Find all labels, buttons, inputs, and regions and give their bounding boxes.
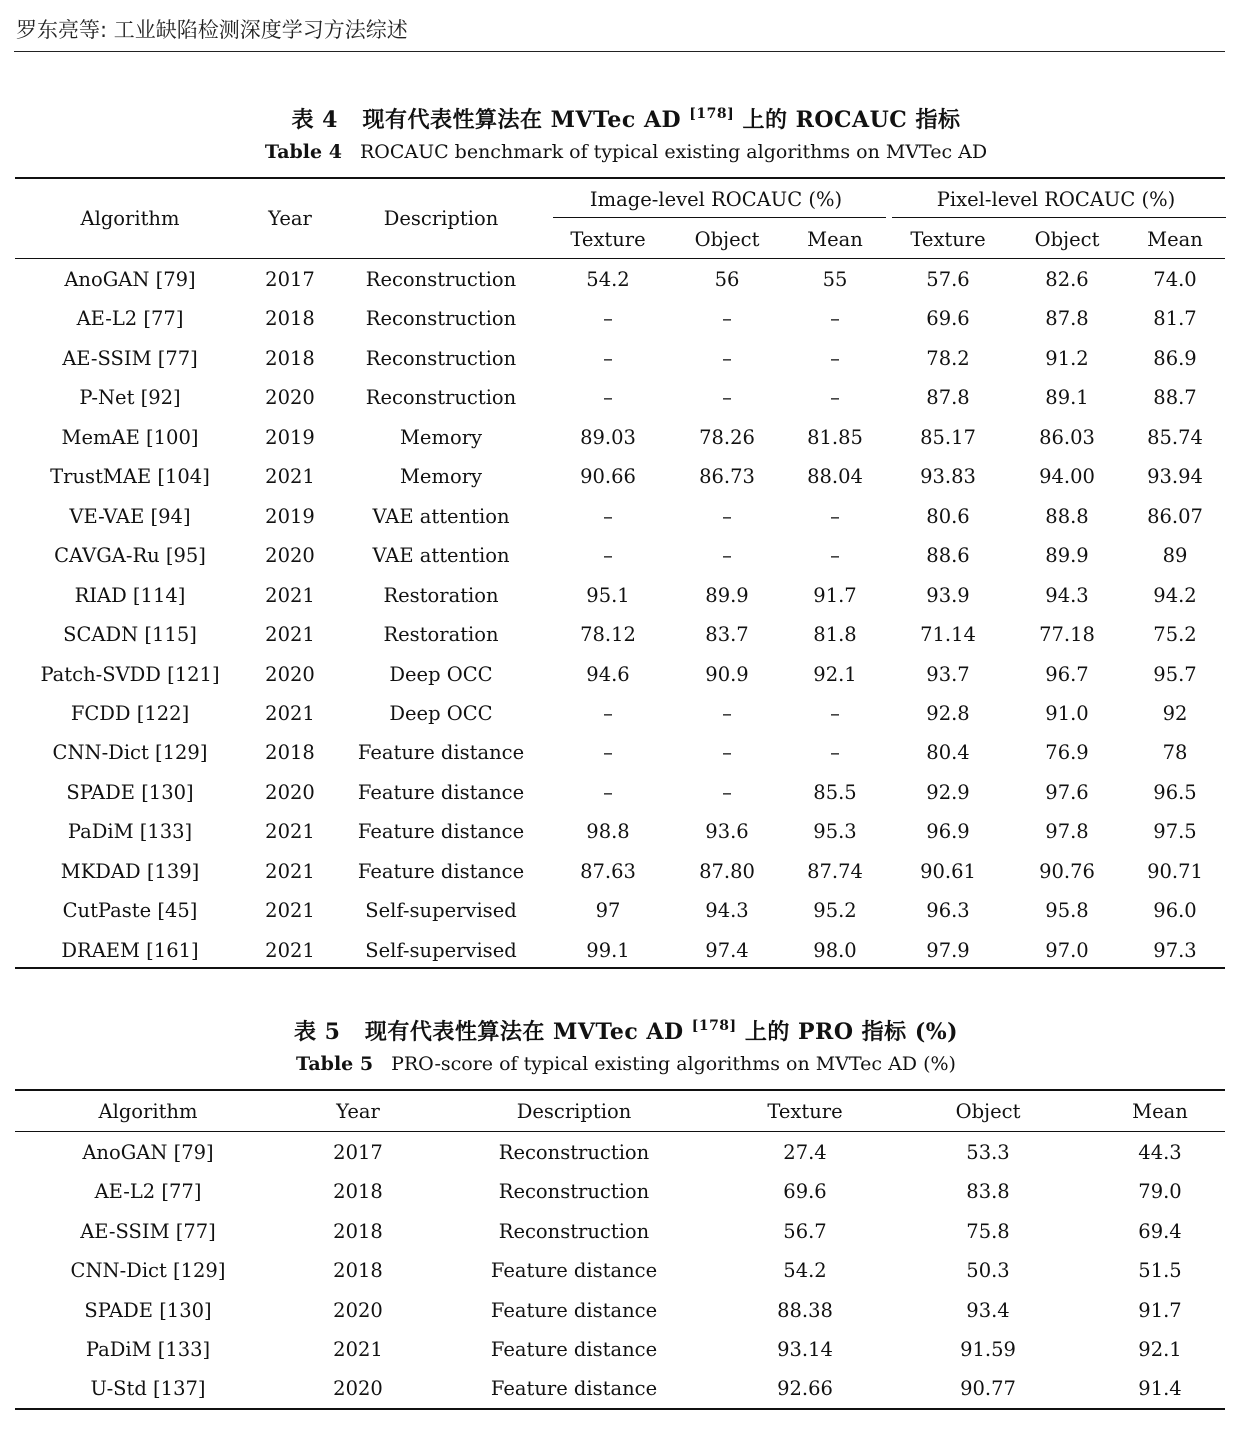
t4-cell-algorithm: P-Net [92] <box>79 386 181 410</box>
t4-cell-year: 2020 <box>265 386 315 410</box>
t4-cell-description: Reconstruction <box>365 307 517 331</box>
t4-cell-image-texture: – <box>603 701 613 725</box>
t5-header-object: Object <box>955 1100 1021 1123</box>
t4-cell-description: Memory <box>399 425 483 449</box>
t4-cell-pixel-texture: 93.83 <box>920 465 976 489</box>
t4-cell-image-mean: – <box>830 386 840 410</box>
t4-header-algorithm: Algorithm <box>80 207 180 230</box>
t4-cell-pixel-object: 82.6 <box>1045 268 1089 291</box>
t4-cell-image-texture: 97 <box>595 899 621 923</box>
t4-cell-description: VAE attention <box>372 504 510 528</box>
table4-pixel-group-rule <box>892 217 1226 218</box>
t4-cell-image-mean: 81.85 <box>807 425 863 449</box>
t4-cell-image-mean: – <box>830 741 840 765</box>
t4-header-pixel-level: Pixel-level ROCAUC (%) <box>936 188 1176 211</box>
t4-cell-year: 2020 <box>265 780 315 804</box>
t4-cell-image-object: 78.26 <box>699 425 755 449</box>
t4-cell-pixel-mean: 78 <box>1162 741 1188 765</box>
t4-cell-pixel-texture: 80.6 <box>926 504 970 528</box>
t4-cell-description: Self-supervised <box>365 938 517 962</box>
t5-cell-mean: 69.4 <box>1138 1219 1182 1243</box>
table5-bottom-rule <box>15 1408 1225 1410</box>
t4-cell-year: 2021 <box>265 701 315 725</box>
table4-header-rule <box>15 258 1225 259</box>
t4-cell-pixel-mean: 75.2 <box>1153 623 1197 647</box>
t4-cell-algorithm: AnoGAN [79] <box>64 268 196 291</box>
t5-cell-texture: 88.38 <box>777 1298 833 1322</box>
t5-cell-year: 2018 <box>333 1259 383 1283</box>
t4-cell-image-texture: 90.66 <box>580 465 636 489</box>
t4-cell-description: Reconstruction <box>365 386 517 410</box>
t5-cell-mean: 91.7 <box>1138 1298 1182 1322</box>
t4-header-pixel-object: Object <box>1034 228 1100 251</box>
table5-top-rule <box>15 1089 1225 1091</box>
t4-cell-pixel-mean: 97.5 <box>1153 820 1197 844</box>
t4-cell-pixel-object: 86.03 <box>1039 425 1095 449</box>
t4-cell-description: Reconstruction <box>365 268 517 291</box>
t5-cell-texture: 92.66 <box>777 1377 833 1401</box>
t4-cell-algorithm: CAVGA-Ru [95] <box>54 544 206 568</box>
t4-cell-image-mean: – <box>830 544 840 568</box>
t4-cell-year: 2018 <box>265 346 315 370</box>
t4-cell-pixel-texture: 80.4 <box>926 741 970 765</box>
t5-cell-description: Feature distance <box>490 1298 658 1322</box>
t4-cell-algorithm: SPADE [130] <box>66 780 194 804</box>
t4-cell-image-mean: 91.7 <box>813 583 857 607</box>
table4-caption-cn <box>0 103 1252 134</box>
t4-header-pixel-mean: Mean <box>1147 228 1203 251</box>
t4-cell-image-object: 89.9 <box>705 583 749 607</box>
t4-cell-pixel-mean: 95.7 <box>1153 662 1197 686</box>
t4-cell-pixel-object: 87.8 <box>1045 307 1089 331</box>
t4-cell-pixel-object: 97.6 <box>1045 780 1089 804</box>
t5-cell-year: 2021 <box>333 1338 383 1361</box>
t4-cell-image-texture: – <box>603 504 613 528</box>
t4-cell-image-object: 56 <box>714 268 740 291</box>
t4-cell-pixel-texture: 92.9 <box>926 780 970 804</box>
t4-cell-image-texture: 89.03 <box>580 425 636 449</box>
t4-cell-pixel-mean: 92 <box>1162 701 1188 725</box>
t4-cell-image-object: 83.7 <box>705 623 749 647</box>
t4-cell-image-texture: 94.6 <box>586 662 630 686</box>
t4-cell-year: 2021 <box>265 623 315 647</box>
t5-header-algorithm: Algorithm <box>98 1100 198 1123</box>
t4-cell-image-object: 94.3 <box>705 899 749 923</box>
t4-cell-image-texture: 99.1 <box>586 938 630 962</box>
t5-cell-description: Feature distance <box>490 1377 658 1401</box>
t4-header-image-object: Object <box>694 228 760 251</box>
t5-header-mean: Mean <box>1132 1100 1188 1123</box>
t5-cell-year: 2018 <box>333 1180 383 1204</box>
t4-cell-algorithm: CNN-Dict [129] <box>52 741 208 765</box>
t4-cell-year: 2021 <box>265 820 315 844</box>
t4-cell-algorithm: RIAD [114] <box>74 583 186 607</box>
t4-cell-description: Deep OCC <box>389 701 493 725</box>
t4-cell-pixel-texture: 57.6 <box>926 268 970 291</box>
t4-cell-pixel-texture: 90.61 <box>920 859 976 883</box>
t5-cell-texture: 54.2 <box>783 1259 827 1283</box>
t4-cell-image-texture: 98.8 <box>586 820 630 844</box>
t4-header-pixel-texture: Texture <box>910 228 986 251</box>
t4-cell-pixel-texture: 93.9 <box>926 583 970 607</box>
t5-cell-description: Reconstruction <box>498 1141 650 1164</box>
t4-cell-algorithm: FCDD [122] <box>70 701 190 725</box>
t5-cell-object: 90.77 <box>960 1377 1016 1401</box>
table5-caption-cn <box>0 1015 1252 1046</box>
t4-cell-algorithm: CutPaste [45] <box>62 899 198 923</box>
t4-header-image-mean: Mean <box>807 228 863 251</box>
t4-cell-image-mean: 92.1 <box>813 662 857 686</box>
running-head: 罗东亮等: 工业缺陷检测深度学习方法综述 <box>16 18 408 42</box>
t4-cell-pixel-texture: 88.6 <box>926 544 970 568</box>
t4-cell-image-texture: – <box>603 386 613 410</box>
t5-cell-algorithm: U-Std [137] <box>90 1377 206 1401</box>
t4-cell-image-texture: – <box>603 346 613 370</box>
t4-cell-image-mean: 85.5 <box>813 780 857 804</box>
t4-cell-description: Restoration <box>383 623 499 647</box>
t4-cell-image-mean: – <box>830 346 840 370</box>
t4-cell-image-mean: 55 <box>822 268 848 291</box>
t4-cell-pixel-mean: 94.2 <box>1153 583 1197 607</box>
table4-top-rule <box>15 177 1225 179</box>
t4-cell-description: VAE attention <box>372 544 510 568</box>
t5-cell-object: 75.8 <box>966 1219 1010 1243</box>
t4-header-image-level: Image-level ROCAUC (%) <box>589 188 843 211</box>
t4-cell-year: 2020 <box>265 544 315 568</box>
t4-cell-pixel-object: 77.18 <box>1039 623 1095 647</box>
t4-header-image-texture: Texture <box>570 228 646 251</box>
t5-cell-algorithm: AE-L2 [77] <box>94 1180 202 1204</box>
t4-cell-image-object: – <box>722 701 732 725</box>
t4-cell-year: 2021 <box>265 938 315 962</box>
t4-cell-year: 2019 <box>265 425 315 449</box>
table5-caption-cn-text: 现有代表性算法在 MVTec AD <box>364 1019 684 1045</box>
t5-cell-mean: 44.3 <box>1138 1141 1182 1164</box>
t4-cell-algorithm: MKDAD [139] <box>60 859 200 883</box>
t4-cell-year: 2019 <box>265 504 315 528</box>
t5-cell-texture: 56.7 <box>783 1219 827 1243</box>
t5-cell-object: 93.4 <box>966 1298 1010 1322</box>
t4-cell-pixel-texture: 71.14 <box>920 623 976 647</box>
t4-cell-image-object: – <box>722 386 732 410</box>
t5-cell-description: Reconstruction <box>498 1219 650 1243</box>
t4-cell-pixel-texture: 78.2 <box>926 346 970 370</box>
t4-cell-description: Reconstruction <box>365 346 517 370</box>
table5-caption-en-label: Table 5 <box>296 1053 374 1075</box>
t4-cell-pixel-object: 96.7 <box>1045 662 1089 686</box>
t4-cell-image-texture: – <box>603 741 613 765</box>
t4-cell-image-mean: – <box>830 701 840 725</box>
table5-caption-en-text: PRO-score of typical existing algorithms on MVTec AD (%) <box>391 1053 956 1075</box>
t4-cell-pixel-texture: 96.9 <box>926 820 970 844</box>
t4-cell-image-object: 93.6 <box>705 820 749 844</box>
t4-cell-pixel-mean: 93.94 <box>1147 465 1203 489</box>
t5-cell-object: 83.8 <box>966 1180 1010 1204</box>
t4-cell-pixel-object: 94.3 <box>1045 583 1089 607</box>
t4-cell-image-object: – <box>722 780 732 804</box>
t4-cell-pixel-mean: 97.3 <box>1153 938 1197 962</box>
t4-cell-image-mean: 81.8 <box>813 623 857 647</box>
table5-header-rule <box>15 1131 1225 1132</box>
t5-cell-algorithm: CNN-Dict [129] <box>70 1259 226 1283</box>
table4-image-group-rule <box>553 217 886 218</box>
t4-cell-pixel-object: 94.00 <box>1039 465 1095 489</box>
t4-cell-image-texture: – <box>603 780 613 804</box>
t4-cell-image-mean: – <box>830 504 840 528</box>
t4-cell-description: Feature distance <box>357 859 525 883</box>
t4-cell-algorithm: AE-L2 [77] <box>76 307 184 331</box>
table4-caption-en-label: Table 4 <box>264 141 342 163</box>
t4-cell-description: Self-supervised <box>365 899 517 923</box>
t4-cell-image-object: – <box>722 504 732 528</box>
t4-cell-pixel-object: 95.8 <box>1045 899 1089 923</box>
t4-cell-image-object: – <box>722 544 732 568</box>
table5-caption-cn-label: 表 5 <box>293 1019 341 1045</box>
t4-header-year: Year <box>268 207 312 230</box>
table4-caption-cn-label: 表 4 <box>291 107 338 133</box>
t5-cell-year: 2018 <box>333 1219 383 1243</box>
t5-cell-algorithm: AE-SSIM [77] <box>80 1219 216 1243</box>
t5-cell-mean: 51.5 <box>1138 1259 1182 1283</box>
t4-cell-pixel-mean: 86.9 <box>1153 346 1197 370</box>
t5-header-year: Year <box>336 1100 380 1123</box>
t4-cell-year: 2021 <box>265 899 315 923</box>
t4-cell-algorithm: AE-SSIM [77] <box>62 346 198 370</box>
t4-cell-image-object: – <box>722 741 732 765</box>
t4-cell-algorithm: TrustMAE [104] <box>50 465 210 489</box>
t4-cell-algorithm: Patch-SVDD [121] <box>40 662 220 686</box>
table4-caption-ref: [178] <box>689 106 735 122</box>
t4-cell-description: Feature distance <box>357 741 525 765</box>
t4-cell-pixel-mean: 81.7 <box>1153 307 1197 331</box>
t5-cell-mean: 91.4 <box>1138 1377 1182 1401</box>
t5-header-texture: Texture <box>767 1100 843 1123</box>
t5-cell-texture: 93.14 <box>777 1338 833 1361</box>
t4-cell-image-mean: 88.04 <box>807 465 863 489</box>
t5-cell-algorithm: PaDiM [133] <box>85 1338 211 1361</box>
t4-cell-image-mean: 95.3 <box>813 820 857 844</box>
t4-cell-pixel-object: 88.8 <box>1045 504 1089 528</box>
t4-cell-image-object: 86.73 <box>699 465 755 489</box>
t4-cell-pixel-texture: 92.8 <box>926 701 970 725</box>
t4-cell-image-texture: – <box>603 544 613 568</box>
t4-cell-image-object: 87.80 <box>699 859 755 883</box>
t5-cell-year: 2020 <box>333 1377 383 1401</box>
t4-cell-pixel-mean: 86.07 <box>1147 504 1203 528</box>
t4-cell-algorithm: DRAEM [161] <box>61 938 199 962</box>
t5-cell-object: 50.3 <box>966 1259 1010 1283</box>
t4-cell-pixel-object: 76.9 <box>1045 741 1089 765</box>
t4-cell-pixel-texture: 96.3 <box>926 899 970 923</box>
t4-cell-image-texture: 78.12 <box>580 623 636 647</box>
t4-cell-pixel-texture: 97.9 <box>926 938 970 962</box>
t4-cell-algorithm: PaDiM [133] <box>67 820 193 844</box>
t4-cell-pixel-mean: 74.0 <box>1153 268 1197 291</box>
t4-cell-pixel-mean: 89 <box>1162 544 1188 568</box>
t4-cell-year: 2021 <box>265 859 315 883</box>
t5-cell-texture: 69.6 <box>783 1180 827 1204</box>
t4-cell-pixel-object: 89.9 <box>1045 544 1089 568</box>
t4-cell-image-mean: – <box>830 307 840 331</box>
t4-cell-year: 2021 <box>265 583 315 607</box>
table4-caption-en <box>0 141 1252 163</box>
t4-cell-pixel-mean: 85.74 <box>1147 425 1203 449</box>
t4-cell-description: Deep OCC <box>389 662 493 686</box>
t4-cell-pixel-object: 91.2 <box>1045 346 1089 370</box>
t5-cell-year: 2020 <box>333 1298 383 1322</box>
table5-caption-en <box>0 1053 1252 1075</box>
t4-cell-image-mean: 95.2 <box>813 899 857 923</box>
t4-cell-year: 2021 <box>265 465 315 489</box>
t4-cell-pixel-texture: 93.7 <box>926 662 970 686</box>
table4-bottom-rule <box>15 967 1225 969</box>
t5-cell-object: 91.59 <box>960 1338 1016 1361</box>
t4-cell-description: Memory <box>399 465 483 489</box>
t5-cell-description: Feature distance <box>490 1338 658 1361</box>
t4-cell-pixel-object: 97.8 <box>1045 820 1089 844</box>
t4-cell-pixel-mean: 88.7 <box>1153 386 1197 410</box>
t4-cell-pixel-texture: 69.6 <box>926 307 970 331</box>
t4-cell-image-texture: 87.63 <box>580 859 636 883</box>
t4-cell-image-object: 90.9 <box>705 662 749 686</box>
t4-cell-algorithm: VE-VAE [94] <box>69 504 191 528</box>
t4-cell-image-mean: 98.0 <box>813 938 857 962</box>
t4-cell-image-object: – <box>722 307 732 331</box>
t5-cell-year: 2017 <box>333 1141 383 1164</box>
table4-caption-en-text: ROCAUC benchmark of typical existing algorithms on MVTec AD <box>359 141 988 163</box>
t4-cell-year: 2020 <box>265 662 315 686</box>
t4-cell-year: 2018 <box>265 741 315 765</box>
t4-header-description: Description <box>383 207 499 230</box>
t4-cell-pixel-object: 90.76 <box>1039 859 1095 883</box>
t4-cell-pixel-object: 89.1 <box>1045 386 1089 410</box>
t5-cell-object: 53.3 <box>966 1141 1010 1164</box>
t4-cell-algorithm: MemAE [100] <box>61 425 199 449</box>
t4-cell-image-object: 97.4 <box>705 938 749 962</box>
t5-cell-texture: 27.4 <box>783 1141 827 1164</box>
t5-cell-algorithm: SPADE [130] <box>84 1298 212 1322</box>
t5-cell-algorithm: AnoGAN [79] <box>82 1141 214 1164</box>
table4-caption-cn-text: 现有代表性算法在 MVTec AD <box>362 107 682 133</box>
t4-cell-pixel-mean: 90.71 <box>1147 859 1203 883</box>
t5-cell-description: Reconstruction <box>498 1180 650 1204</box>
t5-cell-mean: 79.0 <box>1138 1180 1182 1204</box>
t4-cell-pixel-mean: 96.5 <box>1153 780 1197 804</box>
t4-cell-description: Feature distance <box>357 820 525 844</box>
t4-cell-image-texture: 54.2 <box>586 268 630 291</box>
t4-cell-pixel-mean: 96.0 <box>1153 899 1197 923</box>
t4-cell-pixel-texture: 85.17 <box>920 425 976 449</box>
t4-cell-algorithm: SCADN [115] <box>63 623 197 647</box>
table5-caption-cn-tail: 上的 PRO 指标 (%) <box>744 1019 959 1045</box>
t4-cell-description: Restoration <box>383 583 499 607</box>
t4-cell-description: Feature distance <box>357 780 525 804</box>
table5-caption-ref: [178] <box>691 1018 737 1034</box>
t4-cell-year: 2018 <box>265 307 315 331</box>
t4-cell-pixel-object: 91.0 <box>1045 701 1089 725</box>
t5-cell-description: Feature distance <box>490 1259 658 1283</box>
t4-cell-year: 2017 <box>265 268 315 291</box>
t4-cell-pixel-object: 97.0 <box>1045 938 1089 962</box>
t5-cell-mean: 92.1 <box>1138 1338 1182 1361</box>
header-rule <box>14 51 1225 52</box>
t4-cell-pixel-texture: 87.8 <box>926 386 970 410</box>
t4-cell-image-mean: 87.74 <box>807 859 863 883</box>
t4-cell-image-texture: – <box>603 307 613 331</box>
t5-header-description: Description <box>516 1100 632 1123</box>
table4-caption-cn-tail: 上的 ROCAUC 指标 <box>742 107 961 133</box>
t4-cell-image-texture: 95.1 <box>586 583 630 607</box>
t4-cell-image-object: – <box>722 346 732 370</box>
